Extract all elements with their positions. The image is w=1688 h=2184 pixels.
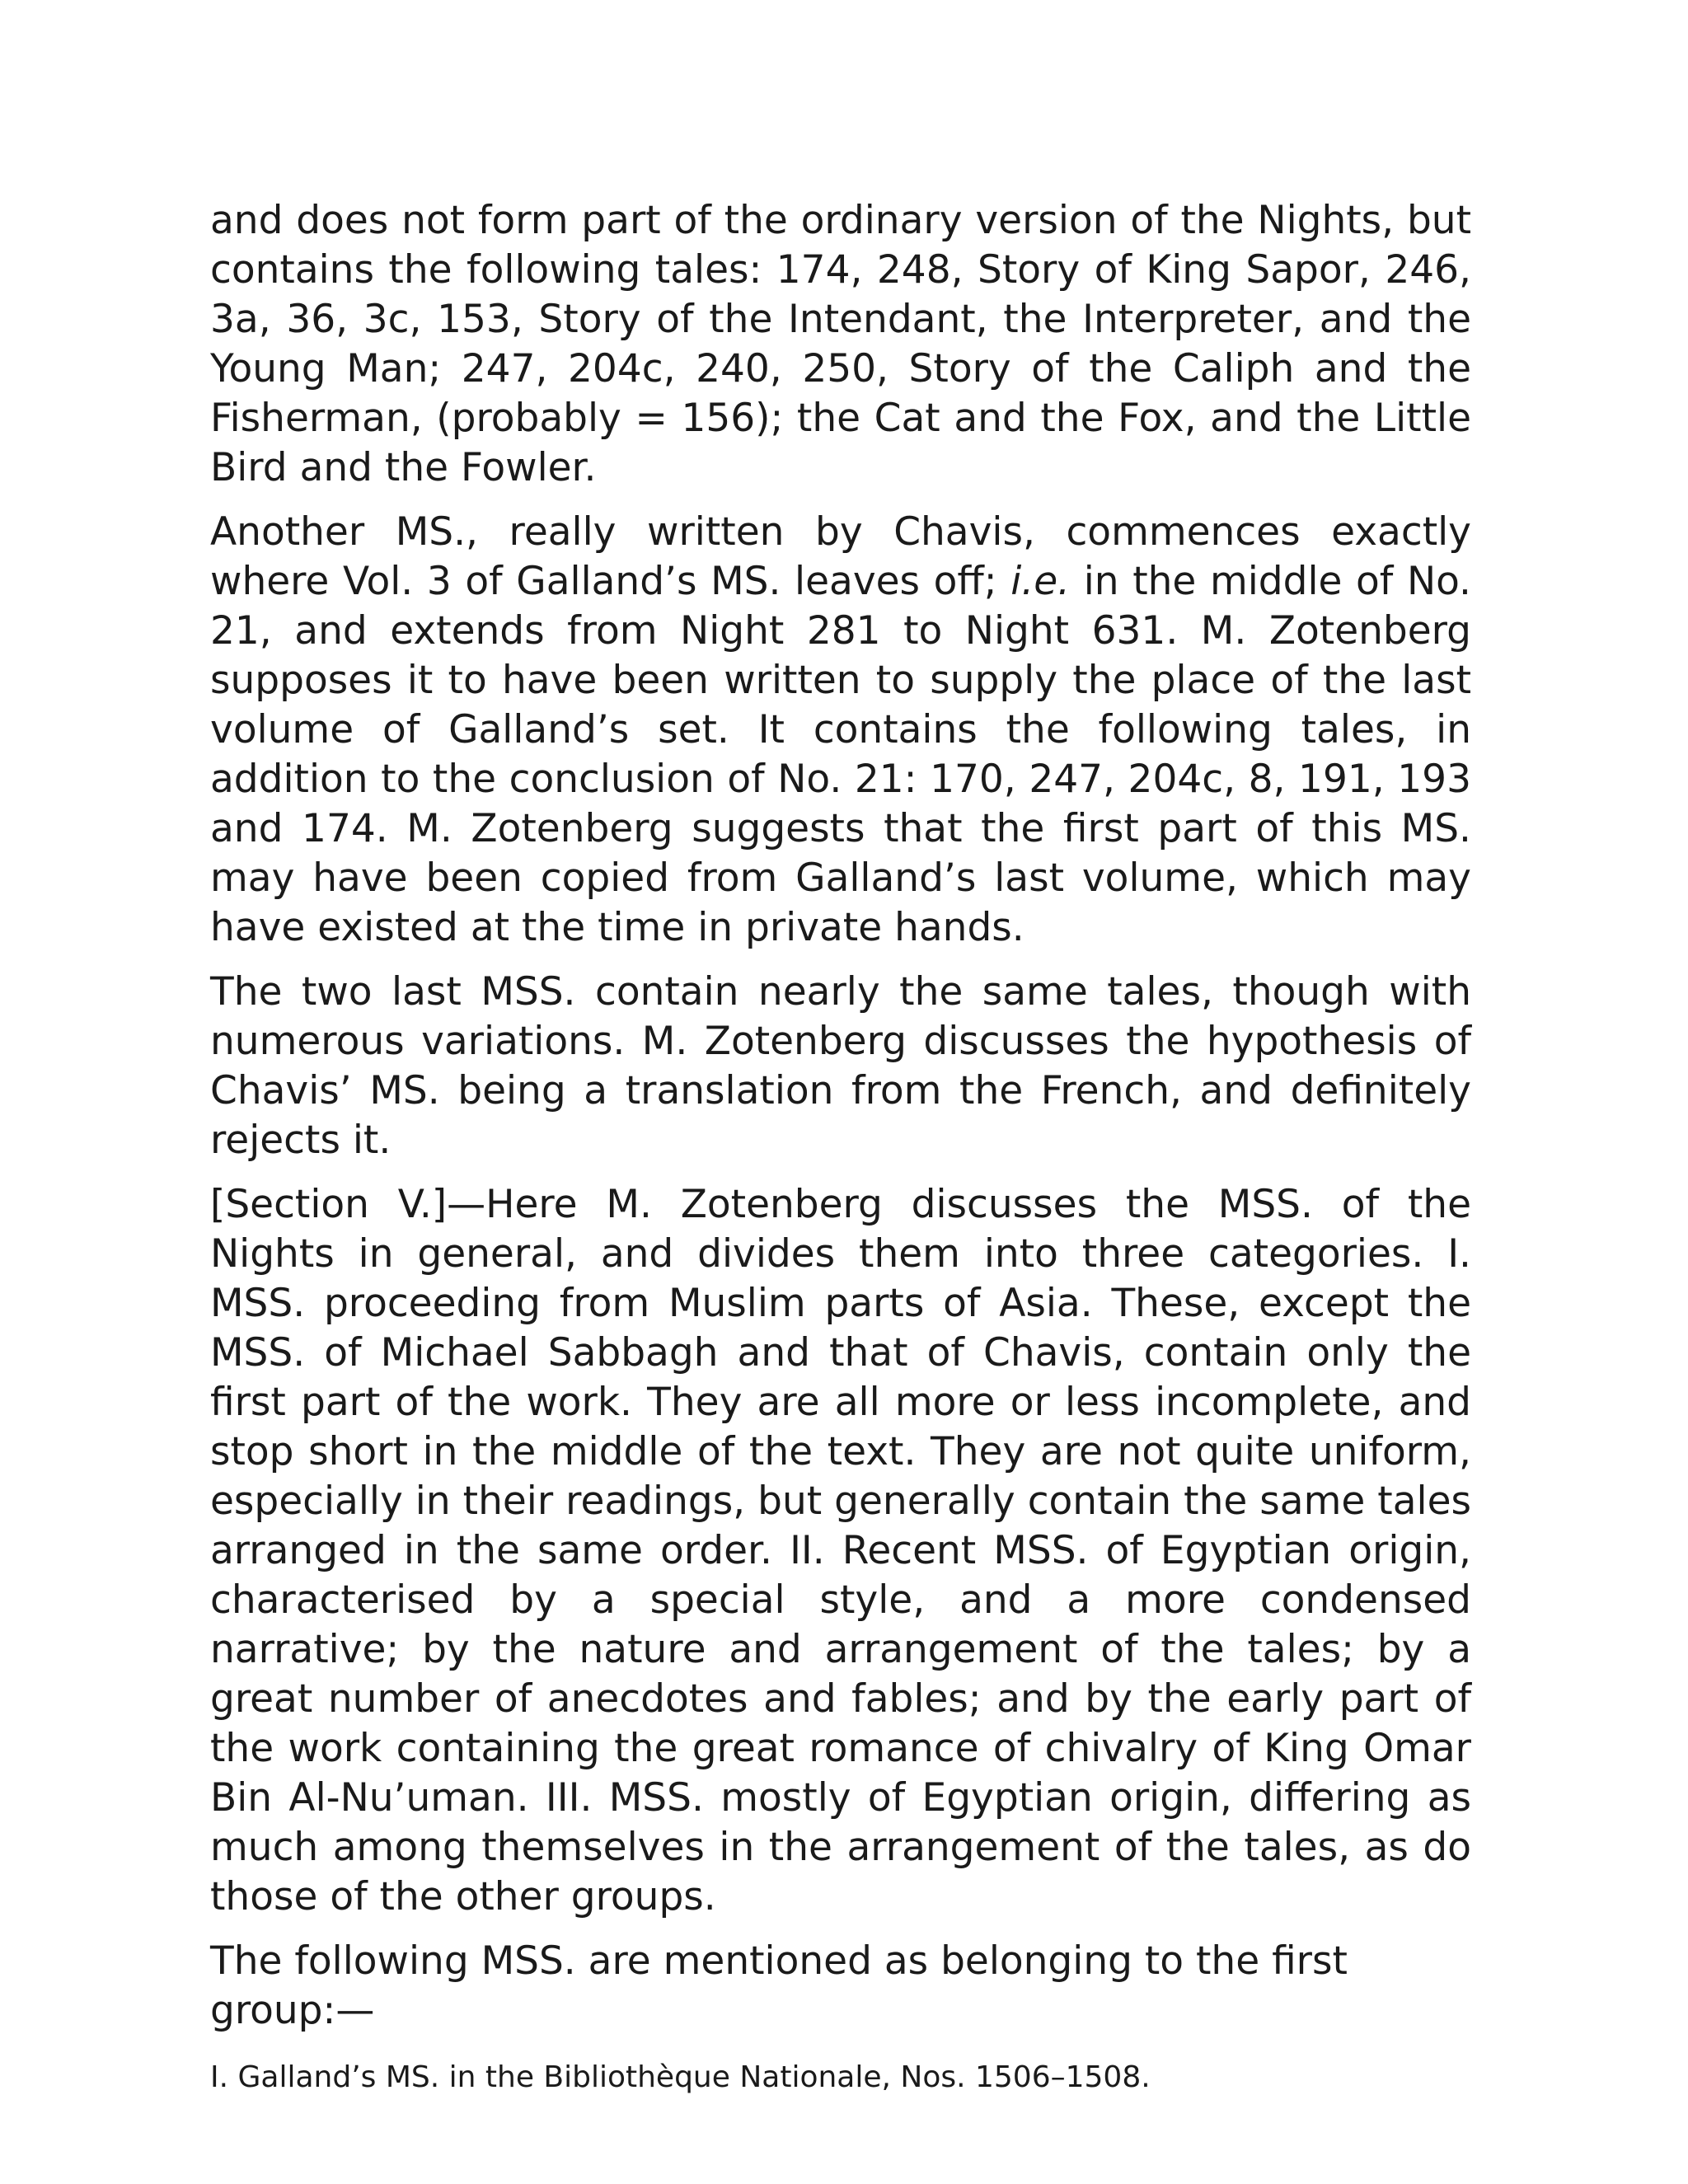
paragraph-chavis-ms-emphasis: i.e. (1010, 559, 1071, 604)
paragraph-first-group-intro: The following MSS. are mentioned as belonging to the first group:— (210, 1938, 1348, 2033)
paragraph-chavis-ms-start: Another MS., really written by Chavis, commences exactly where Vol. 3 of Galland’s MS. leaves off; (210, 509, 1471, 604)
document-page (210, 196, 1471, 2098)
paragraph-two-last-mss: The two last MSS. contain nearly the same tales, though with numerous variations. M. Zotenberg discusses the hypothesis of Chavis’ MS. being a translation from the French, and definitely rejects it. (210, 969, 1471, 1163)
paragraph-section-v: [Section V.]—Here M. Zotenberg discusses the MSS. of the Nights in general, and divides them into three categories. I. MSS. proceeding from Muslim parts of Asia. These, except the MSS. of Michael Sabbagh and that of Chavis, contain only the first part of the work. They are all more or less incomplete, and stop short in the middle of the text. They are not quite uniform, especially in their readings, but generally contain the same tales arranged in the same order. II. Recent MSS. of Egyptian origin, characterised by a special style, and a more condensed narrative; by the nature and arrangement of the tales; by a great number of anecdotes and fables; and by the early part of the work containing the great romance of chivalry of King Omar Bin Al-Nu’uman. III. MSS. mostly of Egyptian origin, differing as much among themselves in the arrangement of the tales, as do those of the other groups. (210, 1182, 1471, 1919)
paragraph-chavis-ms (210, 508, 1471, 953)
paragraph-chavis-ms-end: in the middle of No. 21, and extends from Night 281 to Night 631. M. Zotenberg supposes it to have been written to supply the place of the last volume of Galland’s set. It contains the following tales, in addition to the conclusion of No. 21: 170, 247, 204c, 8, 191, 193 and 174. M. Zotenberg suggests that the first part of this MS. may have been copied from Galland’s last volume, which may have existed at the time in private hands. (210, 559, 1471, 950)
paragraph-tales-list: and does not form part of the ordinary version of the Nights, but contains the following tales: 174, 248, Story of King Sapor, 246, 3a, 36, 3c, 153, Story of the Intendant, the Interpreter, and the Young Man; 247, 204c, 240, 250, Story of the Caliph and the Fisherman, (probably = 156); the Cat and the Fox, and the Little Bird and the Fowler. (210, 198, 1471, 490)
list-item-galland-ms: I. Galland’s MS. in the Bibliothèque Nationale, Nos. 1506–1508. (210, 2060, 1151, 2094)
